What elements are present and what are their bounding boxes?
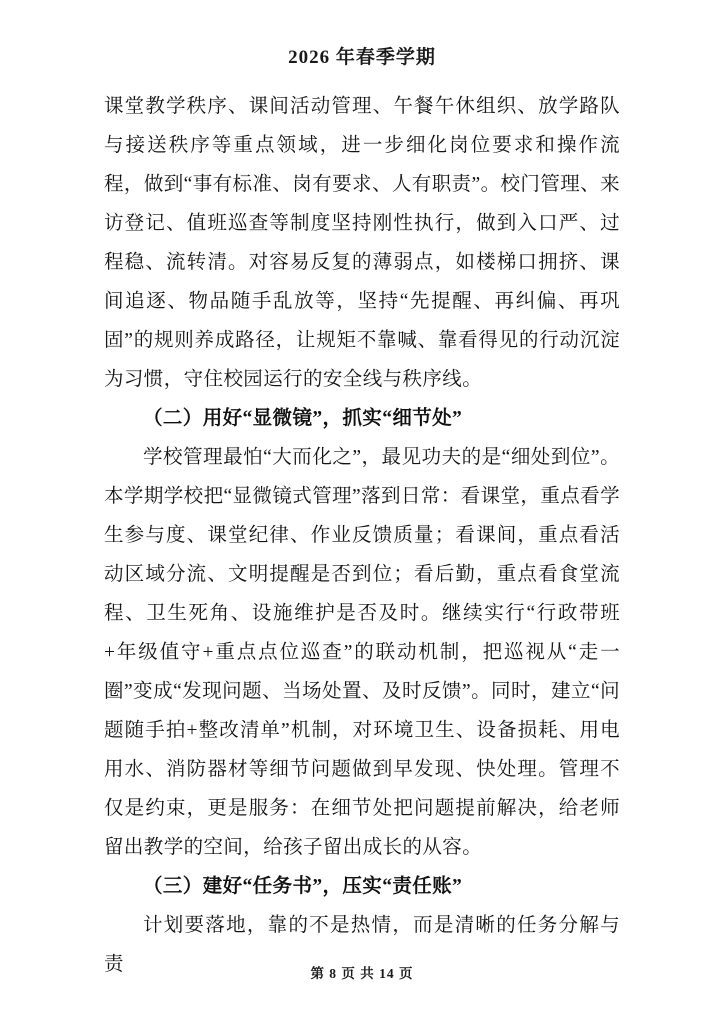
section-heading: （二）用好“显微镜”，抓实“细节处” (143, 407, 463, 429)
page-footer (0, 962, 724, 982)
body-paragraph: 课堂教学秩序、课间活动管理、午餐午休组织、放学路队与接送秩序等重点领域，进一步细化岗位要求和操作流程，做到“事有标准、岗有要求、人有职责”。校门管理、来访登记、值班巡查等制度坚持刚性执行，做到入口严、过程稳、流转清。对容易反复的薄弱点，如楼梯口拥挤、课间追逐、物品随手乱放等，坚持“先提醒、再纠偏、再巩固”的规则养成路径，让规矩不靠喊、靠看得见的行动沉淀为习惯，守住校园运行的安全线与秩序线。 (104, 95, 620, 390)
body-paragraph: 计划要落地，靠的不是热情，而是清晰的任务分解与责 (104, 914, 620, 975)
section-heading: （三）建好“任务书”，压实“责任账” (143, 875, 463, 897)
body-paragraph: 学校管理最怕“大而化之”，最见功夫的是“细处到位”。本学期学校把“显微镜式管理”落到日常：看课堂，重点看学生参与度、课堂纪律、作业反馈质量；看课间，重点看活动区域分流、文明提醒是否到位；看后勤，重点看食堂流程、卫生死角、设施维护是否及时。继续实行“行政带班+年级值守+重点点位巡查”的联动机制，把巡视从“走一圈”变成“发现问题、当场处置、及时反馈”。同时，建立“问题随手拍+整改清单”机制，对环境卫生、设备损耗、用电用水、消防器材等细节问题做到早发现、快处理。管理不仅是约束，更是服务：在细节处把问题提前解决，给老师留出教学的空间，给孩子留出成长的从容。 (104, 446, 620, 858)
page-number-text: 第 8 页 共 14 页 (310, 966, 414, 981)
page-header-title: 2026 年春季学期 (288, 47, 436, 68)
